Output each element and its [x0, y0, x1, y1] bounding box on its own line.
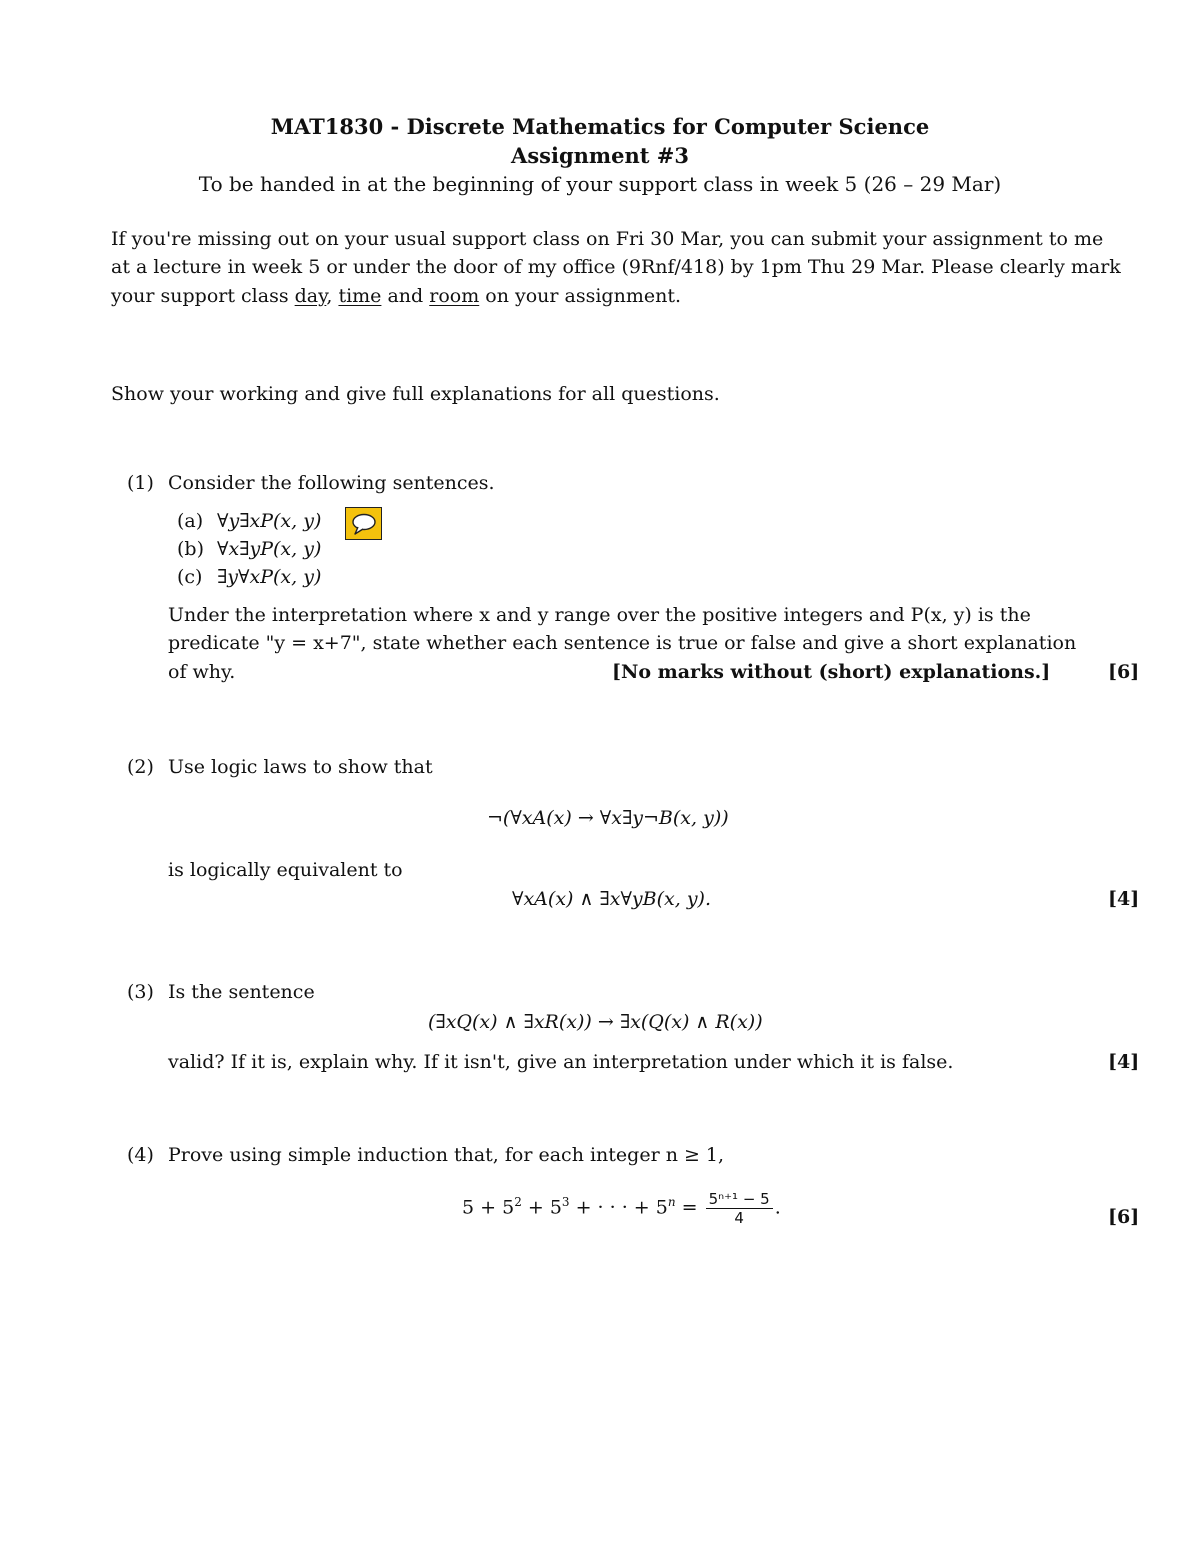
q2-number: (2) — [127, 756, 154, 778]
notice-line-3 — [111, 285, 681, 307]
q4-denominator: 4 — [734, 1209, 744, 1227]
q2-formula-2: ∀xA(x) ∧ ∃x∀yB(x, y). — [512, 888, 712, 910]
q1-marks-note: [No marks without (short) explanations.] — [612, 661, 1051, 683]
q1-item-b-formula: ∀x∃yP(x, y) — [217, 538, 322, 560]
q3-formula: (∃xQ(x) ∧ ∃xR(x)) → ∃x(Q(x) ∧ R(x)) — [428, 1011, 763, 1033]
q4-lhs-a: 5 + 5 — [462, 1196, 515, 1219]
underlined-day: day — [294, 285, 327, 307]
speech-bubble-icon[interactable] — [345, 507, 382, 540]
q4-exp-n: n — [667, 1195, 676, 1210]
q1-item-a-formula: ∀y∃xP(x, y) — [217, 510, 322, 532]
q1-marks: [6] — [1108, 661, 1140, 683]
q1-text-line-1: Under the interpretation where x and y range over the positive integers and P(x, y) is the — [168, 604, 1031, 626]
notice-suffix: on your assignment. — [485, 285, 682, 307]
q4-numerator: 5ⁿ⁺¹ − 5 — [706, 1190, 773, 1209]
q2-formula-1: ¬(∀xA(x) → ∀x∃y¬B(x, y)) — [487, 807, 729, 829]
q4-lhs-c: + · · · + 5 — [569, 1196, 668, 1219]
q4-lhs-b: + 5 — [521, 1196, 562, 1219]
q4-intro: Prove using simple induction that, for each integer n ≥ 1, — [168, 1144, 725, 1166]
q3-question: valid? If it is, explain why. If it isn't, give an interpretation under which it is false. — [168, 1051, 954, 1073]
notice-line-2: at a lecture in week 5 or under the door of my office (9Rnf/418) by 1pm Thu 29 Mar. Please clearly mark — [111, 256, 1121, 278]
q4-equals: = — [675, 1196, 704, 1219]
q4-exp-2: 2 — [514, 1195, 522, 1210]
underlined-time: time — [338, 285, 382, 307]
instructions: Show your working and give full explanations for all questions. — [111, 383, 720, 405]
q1-intro: Consider the following sentences. — [168, 472, 495, 494]
q1-item-c-label: (c) — [177, 566, 203, 588]
q4-equation — [462, 1190, 781, 1227]
q1-text-line-3: of why. — [168, 661, 236, 683]
q4-period: . — [774, 1196, 781, 1219]
underlined-room: room — [429, 285, 480, 307]
q3-intro: Is the sentence — [168, 981, 315, 1003]
q1-item-b-label: (b) — [177, 538, 204, 560]
q2-middle-text: is logically equivalent to — [168, 859, 403, 881]
q4-fraction — [706, 1190, 773, 1227]
q3-marks: [4] — [1108, 1051, 1140, 1073]
q2-marks: [4] — [1108, 888, 1140, 910]
q1-text-line-2: predicate "y = x+7", state whether each sentence is true or false and give a short explanation — [168, 632, 1077, 654]
q3-number: (3) — [127, 981, 154, 1003]
q4-number: (4) — [127, 1144, 154, 1166]
assignment-number: Assignment #3 — [511, 143, 689, 168]
q1-item-c-formula: ∃y∀xP(x, y) — [217, 566, 322, 588]
q4-marks: [6] — [1108, 1206, 1140, 1228]
notice-prefix: your support class — [111, 285, 289, 307]
due-date: To be handed in at the beginning of your support class in week 5 (26 – 29 Mar) — [198, 172, 1002, 196]
q1-item-a-label: (a) — [177, 510, 204, 532]
q2-intro: Use logic laws to show that — [168, 756, 433, 778]
comma: , — [326, 285, 333, 307]
q4-exp-3: 3 — [561, 1195, 570, 1210]
q1-number: (1) — [127, 472, 154, 494]
page-title: MAT1830 - Discrete Mathematics for Computer Science — [270, 114, 930, 139]
and-word: and — [387, 285, 424, 307]
notice-line-1: If you're missing out on your usual support class on Fri 30 Mar, you can submit your assignment to me — [111, 228, 1104, 250]
